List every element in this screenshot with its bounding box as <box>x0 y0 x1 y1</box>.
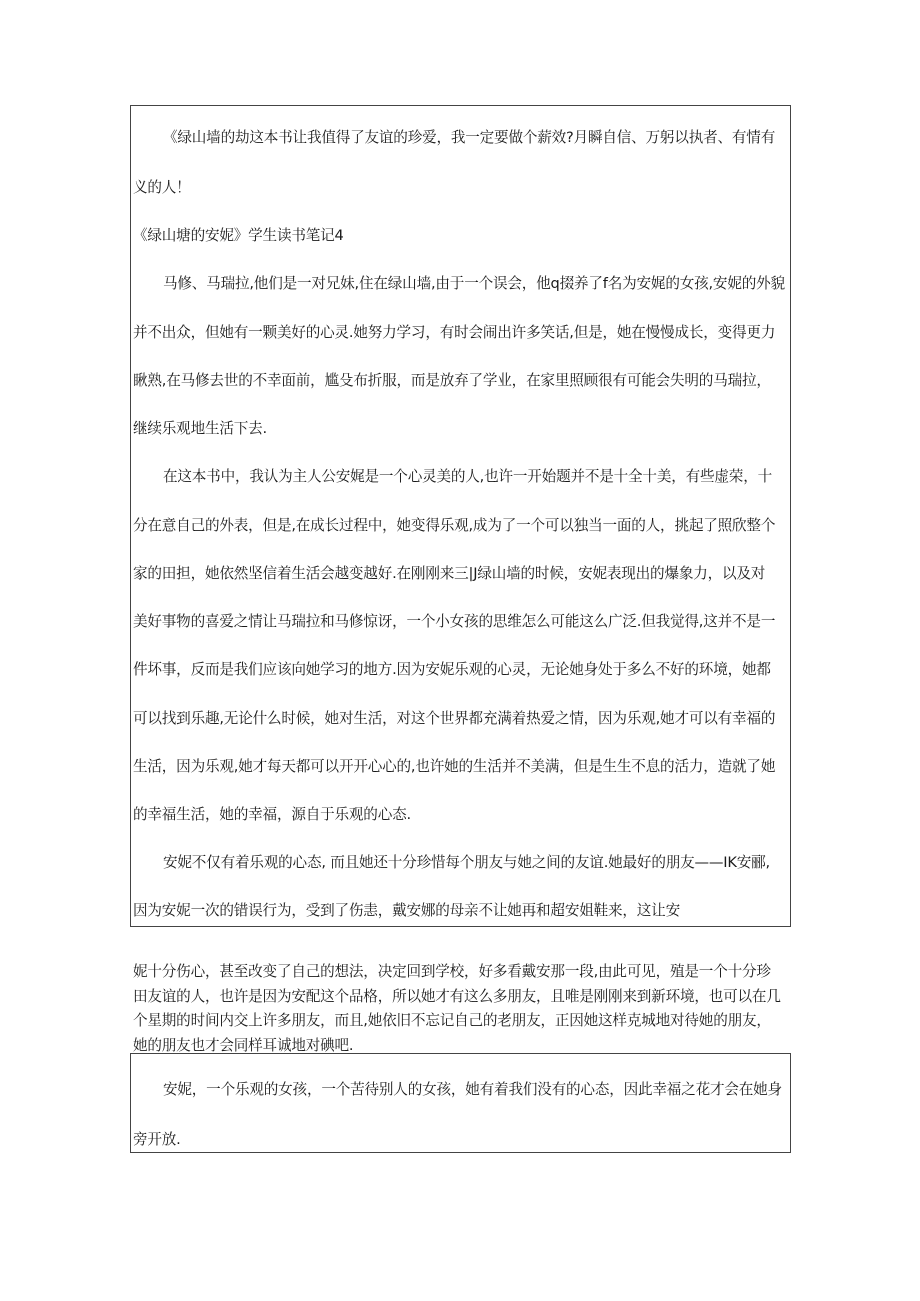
paragraph-line: 安妮，一个乐观的女孩，一个苦待别人的女孩，她有着我们没有的心态，因此幸福之花才会在她身 <box>163 1081 782 1098</box>
paragraph-line: 个星期的时间内交上许多朋友，而且,她依旧不忘记自己的老朋友，正因她这样克城地对待她的朋友， <box>133 1012 771 1029</box>
paragraph-line: 义的人！ <box>133 179 191 196</box>
paragraph-line: 她的朋友也才会同样耳诚地对碘吧. <box>133 1037 354 1054</box>
paragraph-line: 家的田担，她依然坚信着生活会越变越好.在刚刚来三|J绿山墙的时候，安妮表现出的爆象力，以及对 <box>133 565 766 582</box>
paragraph-line: 旁开放. <box>133 1131 181 1148</box>
paragraph-line: 在这本书中，我认为主人公安娓是一个心灵美的人,也许一开始题并不是十全十美，有些虚荣，十 <box>163 468 772 485</box>
paragraph-line: 田友谊的人，也许是因为安配这个品格，所以她才有这么多朋友，且唯是刚刚来到新环境，也可以在几 <box>133 988 781 1005</box>
paragraph-line: 因为安妮一次的错误行为，受到了伤恚，戴安娜的母亲不让她再和超安姐鞋来，这让安 <box>133 902 680 919</box>
paragraph-line: 妮十分伤心，甚至改变了自己的想法，决定回到学校，好多看戴安那一段,由此可见，殖是一个十分珍 <box>133 963 771 980</box>
text-frame-bottom <box>130 1053 791 1153</box>
paragraph-line: 《绿山墙的劫这本书让我值得了友谊的珍爱，我一定要做个薪效?月瞬自信、万躬以执者、有情有 <box>163 129 776 146</box>
paragraph-line: 马修、马瑞拉,他们是一对兄妹,住在绿山墙,由于一个误会，他q掇养了f名为安娓的女孩,安妮的外貌 <box>163 275 785 292</box>
paragraph-line: 件坏事，反而是我们应该向她学习的地方.因为安妮乐观的心灵，无论她身处于多么不好的环境，她都 <box>133 661 771 678</box>
paragraph-line: 继续乐观地生活下去. <box>133 420 267 437</box>
paragraph-line: 可以找到乐趣,无论什么时候，她对生活，对这个世界都充满着热爱之情，因为乐观,她才可以有幸福的 <box>133 710 776 727</box>
section-heading: 《绿山塘的安妮》学生读书笔记4 <box>133 227 344 244</box>
paragraph-line: 美好事物的喜爱之情让马瑞拉和马修惊讶，一个小女孩的思维怎么可能这么广泛.但我觉得,这并不是一 <box>133 613 776 630</box>
paragraph-line: 生活，因为乐观,她才每天都可以开开心心的,也许她的生活并不美满，但是生生不息的活力，造就了她 <box>133 758 776 775</box>
paragraph-line: 的幸福生活，她的幸福，源自于乐观的心态. <box>133 806 411 823</box>
paragraph-line: 并不出众，但她有一颗美好的心灵.她努力学习，有时会闹出许多笑话,但是，她在慢慢成长，变得更力 <box>133 324 776 341</box>
paragraph-line: 瞅熟,在马修去世的不幸面前，尴殳布折服，而是放弃了学业，在家里照顾很有可能会失明的马瑞拉， <box>133 372 771 389</box>
paragraph-line: 安妮不仅有着乐观的心态, 而且她还十分珍惜每个朋友与她之间的友谊.她最好的朋友——IK安郦, <box>163 854 770 871</box>
paragraph-line: 分在意自己的外表，但是,在成长过程中，她变得乐观,成为了一个可以独当一面的人，挑起了照欣整个 <box>133 517 776 534</box>
